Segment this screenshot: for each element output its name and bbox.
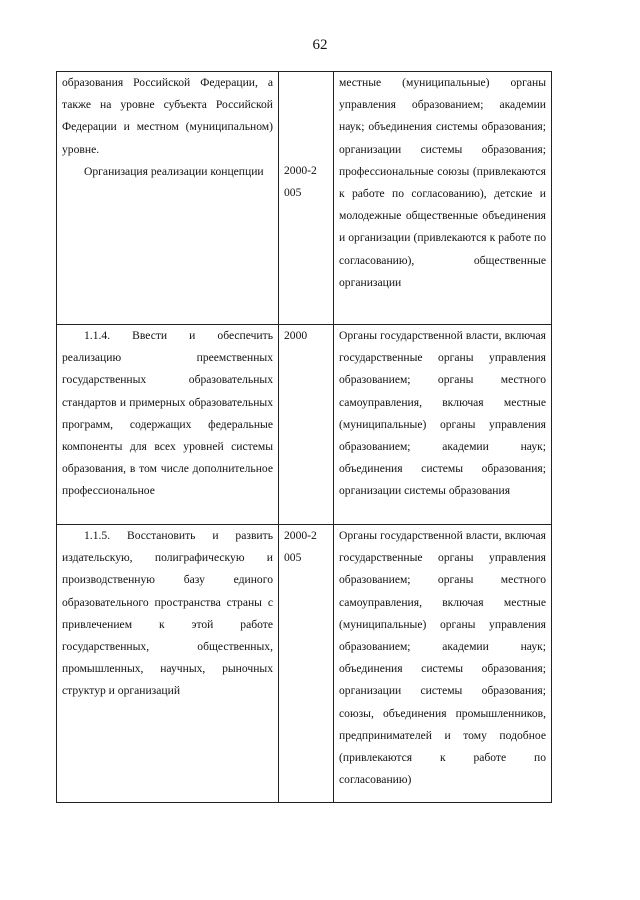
- period-cell: [279, 525, 334, 803]
- period-cell: [279, 72, 334, 325]
- orgs-text: Органы государственной власти, включая государственные органы управления образованием; органы местного самоуправления, включая местные (муниципальные) органы управления образованием; академии наук; объединения системы образования; организации системы образования: [339, 329, 546, 498]
- page-number: 62: [312, 37, 328, 53]
- task-cell: [57, 72, 279, 325]
- task-text: 1.1.5. Восстановить и развить издательскую, полиграфическую и производственную базу единого образовательного пространства страны с привлечением к этой работе государственных, общественных, промышленных, научных, рыночных структур и организаций: [62, 529, 273, 698]
- orgs-cell: [334, 525, 552, 803]
- orgs-text: Органы государственной власти, включая государственные органы управления образованием; органы местного самоуправления, включая местные (муниципальные) органы управления образованием; академии наук; объединения системы образования; организации системы образования; союзы, объединения промышленников, предпринимателей и тому подобное (привлекаются к работе по согласованию): [339, 529, 546, 787]
- task-text: образования Российской Федерации, а также на уровне субъекта Российской Федерации и местном (муниципальном) уровне.: [62, 76, 273, 156]
- period-text: 2000-2005: [284, 164, 317, 200]
- table-row: [57, 72, 552, 325]
- task-text: 1.1.4. Ввести и обеспечить реализацию преемственных государственных образовательных стандартов и примерных образовательных программ, содержащих федеральные компоненты для всех уровней системы образования, в том числе дополнительное профессиональное: [62, 329, 273, 498]
- period-text: 2000-2005: [284, 529, 317, 565]
- measures-table: [56, 71, 552, 803]
- task-text: Организация реализации концепции: [84, 164, 264, 178]
- orgs-cell: [334, 325, 552, 525]
- table-row: [57, 325, 552, 525]
- orgs-cell: [334, 72, 552, 325]
- table-row: [57, 525, 552, 803]
- period-cell: [279, 325, 334, 525]
- task-cell: [57, 525, 279, 803]
- orgs-text: местные (муниципальные) органы управления образованием; академии наук; объединения системы образования; организации системы образования; профессиональные союзы (привлекаются к работе по согласованию), детские и молодежные общественные объединения и организации (привлекаются к работе по согласованию), общественные организации: [339, 76, 546, 289]
- task-cell: [57, 325, 279, 525]
- period-text: 2000: [284, 329, 308, 342]
